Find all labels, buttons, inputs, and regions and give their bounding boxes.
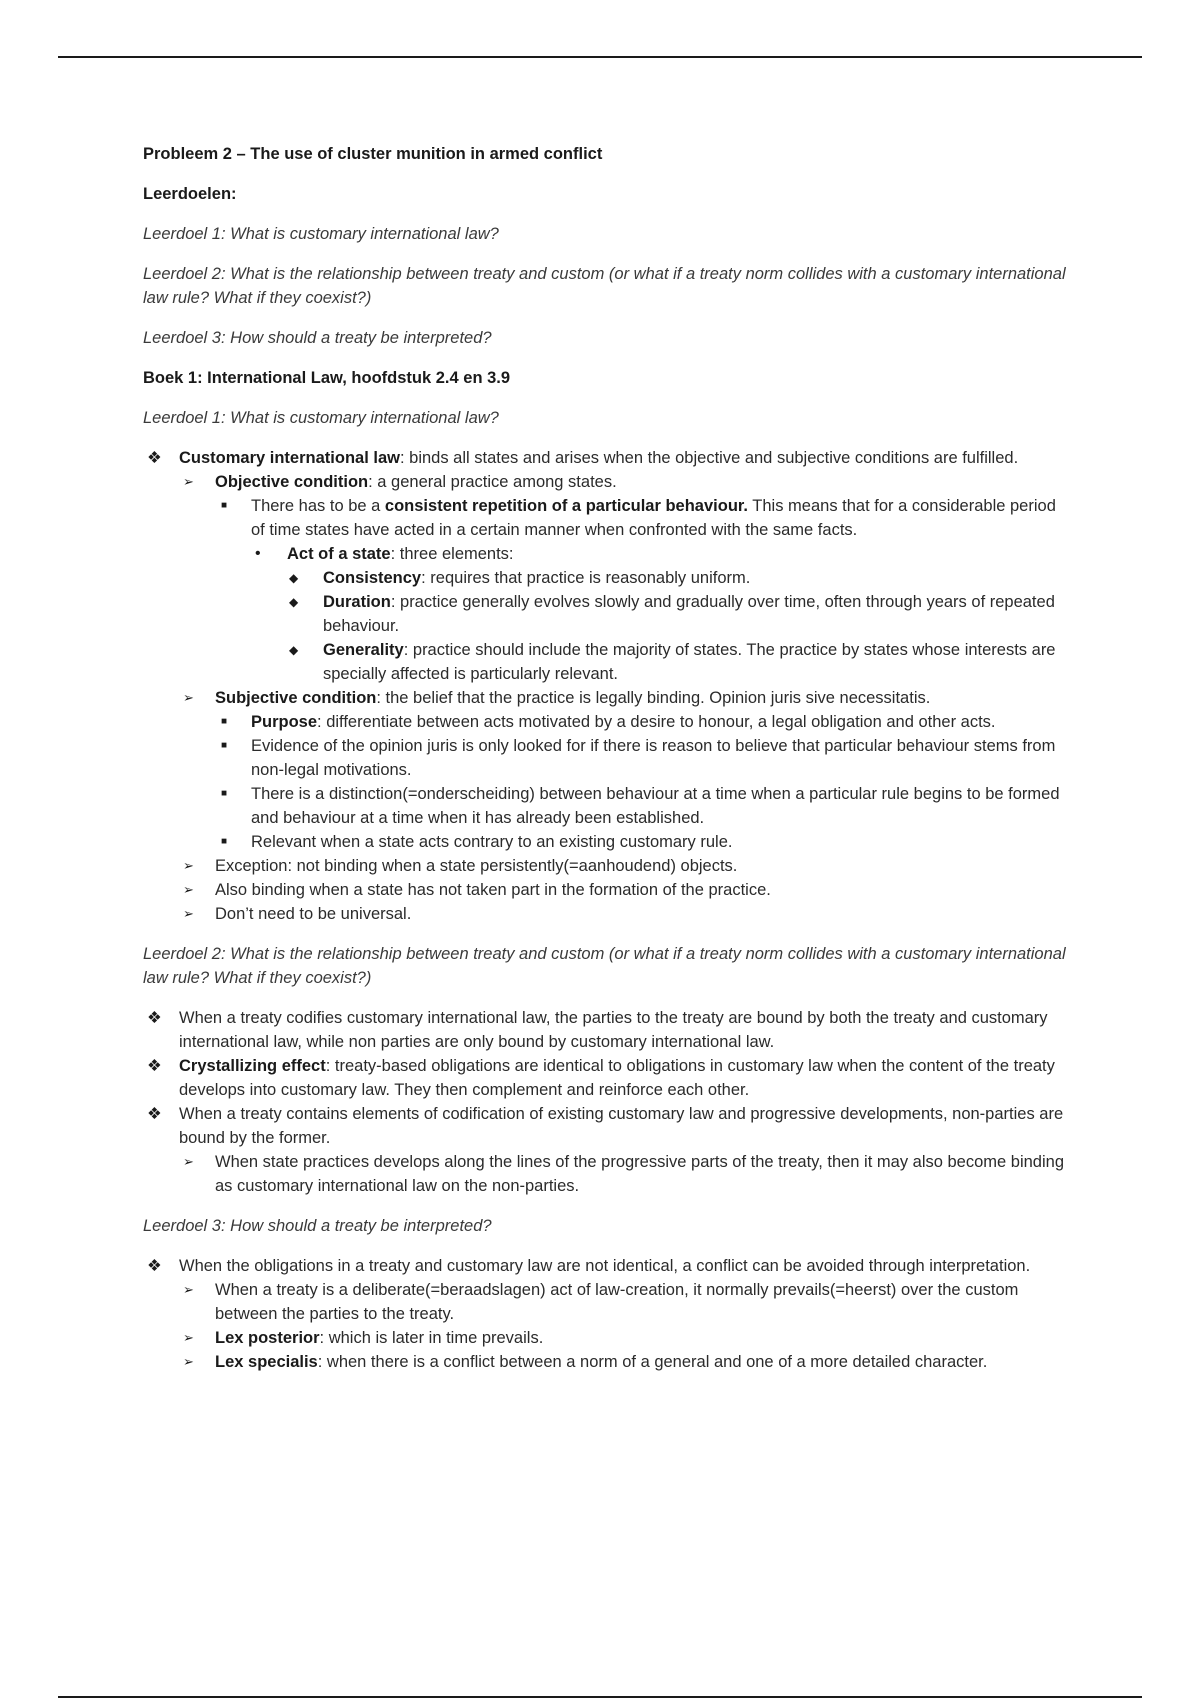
document-heading: Probleem 2 – The use of cluster munition in armed conflict	[143, 145, 603, 163]
arrow-bullet-icon: ➢	[183, 1330, 194, 1345]
document-body	[143, 142, 1068, 1390]
diamond-bullet-icon: ❖	[147, 1057, 162, 1075]
list-item: ➢ Subjective condition: the belief that the practice is legally binding. Opinion juris sive necessitatis.	[143, 686, 1068, 710]
arrow-bullet-icon: ➢	[183, 1354, 194, 1369]
list-item: ❖ Crystallizing effect: treaty-based obligations are identical to obligations in customary law when the content of the treaty develops into customary law. They then complement and reinforce each other.	[143, 1054, 1068, 1102]
solid-diamond-bullet-icon: ◆	[289, 571, 299, 585]
solid-diamond-bullet-icon: ◆	[289, 595, 299, 609]
arrow-bullet-icon: ➢	[183, 906, 194, 921]
list-item: ■ Relevant when a state acts contrary to an existing customary rule.	[143, 830, 1068, 854]
section-2-goal: Leerdoel 2: What is the relationship between treaty and custom (or what if a treaty norm collides with a customary international law rule? What if they coexist?)	[143, 945, 1066, 987]
square-bullet-icon: ■	[221, 500, 228, 511]
square-bullet-icon: ■	[221, 716, 228, 727]
list-item: ◆ Consistency: requires that practice is reasonably uniform.	[143, 566, 1068, 590]
list-item: ➢ When state practices develops along the lines of the progressive parts of the treaty, then it may also become binding as customary international law on the non-parties.	[143, 1150, 1068, 1198]
list-item: ➢ Also binding when a state has not taken part in the formation of the practice.	[143, 878, 1068, 902]
list-item: ◆ Duration: practice generally evolves slowly and gradually over time, often through years of repeated behaviour.	[143, 590, 1068, 638]
list-item: ❖ When the obligations in a treaty and customary law are not identical, a conflict can be avoided through interpretation.	[143, 1254, 1068, 1278]
diamond-bullet-icon: ❖	[147, 449, 162, 467]
section-1-list	[143, 446, 1068, 926]
list-item: ■ Evidence of the opinion juris is only looked for if there is reason to believe that particular behaviour stems from non-legal motivations.	[143, 734, 1068, 782]
arrow-bullet-icon: ➢	[183, 474, 194, 489]
list-item: ❖ Customary international law: binds all states and arises when the objective and subjective conditions are fulfilled.	[143, 446, 1068, 470]
list-item: ➢ Don’t need to be universal.	[143, 902, 1068, 926]
list-item: ➢ Objective condition: a general practice among states.	[143, 470, 1068, 494]
arrow-bullet-icon: ➢	[183, 1154, 194, 1169]
list-item: ◆ Generality: practice should include the majority of states. The practice by states whose interests are specially affected is particularly relevant.	[143, 638, 1068, 686]
goal-3: Leerdoel 3: How should a treaty be interpreted?	[143, 329, 492, 347]
solid-diamond-bullet-icon: ◆	[289, 643, 299, 657]
section-1-goal: Leerdoel 1: What is customary international law?	[143, 409, 499, 427]
diamond-bullet-icon: ❖	[147, 1009, 162, 1027]
list-item: ❖ When a treaty codifies customary international law, the parties to the treaty are bound by both the treaty and customary international law, while non parties are only bound by customary international law.	[143, 1006, 1068, 1054]
list-item: • Act of a state: three elements:	[143, 542, 1068, 566]
arrow-bullet-icon: ➢	[183, 882, 194, 897]
arrow-bullet-icon: ➢	[183, 690, 194, 705]
list-item: ■ There has to be a consistent repetition of a particular behaviour. This means that for a considerable period of time states have acted in a certain manner when confronted with the same facts.	[143, 494, 1068, 542]
list-item: ➢ Lex posterior: which is later in time prevails.	[143, 1326, 1068, 1350]
list-item: ■ Purpose: differentiate between acts motivated by a desire to honour, a legal obligation and other acts.	[143, 710, 1068, 734]
dot-bullet-icon: •	[255, 545, 261, 562]
section-2-list	[143, 1006, 1068, 1198]
list-item: ➢ When a treaty is a deliberate(=beraadslagen) act of law-creation, it normally prevails(=heerst) over the custom between the parties to the treaty.	[143, 1278, 1068, 1326]
list-item: ➢ Lex specialis: when there is a conflict between a norm of a general and one of a more detailed character.	[143, 1350, 1068, 1374]
section-3-list	[143, 1254, 1068, 1374]
square-bullet-icon: ■	[221, 740, 228, 751]
square-bullet-icon: ■	[221, 836, 228, 847]
footer-rule	[58, 1696, 1142, 1698]
arrow-bullet-icon: ➢	[183, 858, 194, 873]
section-3-goal: Leerdoel 3: How should a treaty be interpreted?	[143, 1217, 492, 1235]
list-item: ❖ When a treaty contains elements of codification of existing customary law and progressive developments, non-parties are bound by the former.	[143, 1102, 1068, 1150]
header-rule	[58, 56, 1142, 58]
goal-2: Leerdoel 2: What is the relationship between treaty and custom (or what if a treaty norm collides with a customary international law rule? What if they coexist?)	[143, 265, 1066, 307]
leerdoelen-label: Leerdoelen:	[143, 185, 237, 203]
list-item: ➢ Exception: not binding when a state persistently(=aanhoudend) objects.	[143, 854, 1068, 878]
book-reference: Boek 1: International Law, hoofdstuk 2.4 en 3.9	[143, 369, 511, 387]
diamond-bullet-icon: ❖	[147, 1257, 162, 1275]
diamond-bullet-icon: ❖	[147, 1105, 162, 1123]
list-item: ■ There is a distinction(=onderscheiding) between behaviour at a time when a particular rule begins to be formed and behaviour at a time when it has already been established.	[143, 782, 1068, 830]
arrow-bullet-icon: ➢	[183, 1282, 194, 1297]
square-bullet-icon: ■	[221, 788, 228, 799]
goal-1: Leerdoel 1: What is customary international law?	[143, 225, 499, 243]
